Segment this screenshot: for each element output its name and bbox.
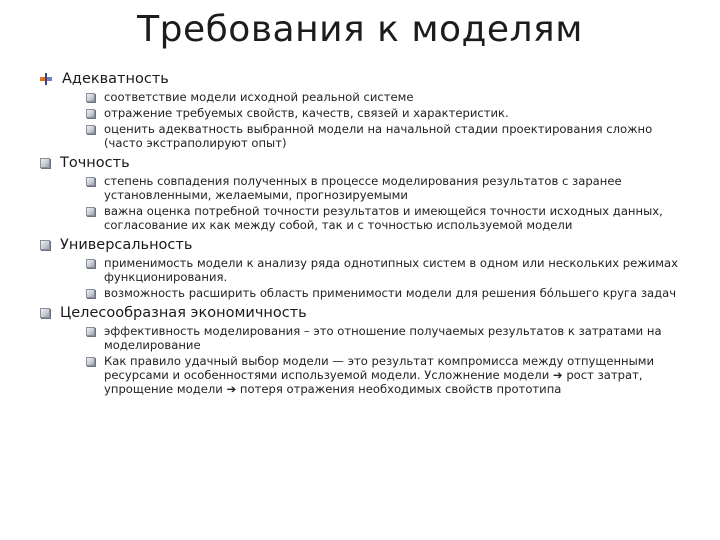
list-item-text: степень совпадения полученных в процессе моделирования результатов с заранее установленными, желаемыми, прогнозируемыми (104, 174, 622, 202)
square-bullet-icon (86, 177, 95, 186)
list-item (86, 90, 690, 104)
list-item (86, 122, 690, 150)
flag-bullet-icon (40, 73, 52, 85)
section-heading (40, 154, 690, 172)
section-heading (40, 70, 690, 88)
list-item (86, 354, 690, 396)
square-bullet-icon (86, 259, 95, 268)
list-item (86, 204, 690, 232)
square-bullet-icon (86, 327, 95, 336)
section-accuracy (40, 154, 690, 232)
section-heading-text: Адекватность (62, 71, 169, 87)
section-heading (40, 236, 690, 254)
list-item (86, 324, 690, 352)
section-heading-text: Точность (60, 155, 130, 171)
square-bullet-icon (40, 158, 50, 168)
list-item (86, 174, 690, 202)
section-heading (40, 304, 690, 322)
section-economy (40, 304, 690, 396)
square-bullet-icon (86, 357, 95, 366)
list-item (86, 106, 690, 120)
section-heading-text: Целесообразная экономичность (60, 305, 307, 321)
list-item-text: соответствие модели исходной реальной системе (104, 90, 414, 104)
section-universality (40, 236, 690, 300)
square-bullet-icon (86, 93, 95, 102)
list-item (86, 286, 690, 300)
square-bullet-icon (86, 109, 95, 118)
list-item-text: эффективность моделирования – это отношение получаемых результатов к затратами на моделирование (104, 324, 662, 352)
list-item-text: Как правило удачный выбор модели — это результат компромисса между отпущенными ресурсами и особенностями используемой модели. Усложнение модели ➔ рост затрат, упрощение модели ➔ потеря отражения необходимых свойств прототипа (104, 354, 655, 396)
square-bullet-icon (40, 240, 50, 250)
square-bullet-icon (86, 289, 95, 298)
list-item-text: возможность расширить область применимости модели для решения бо́льшего круга задач (104, 286, 677, 300)
square-bullet-icon (86, 207, 95, 216)
slide-title: Требования к моделям (137, 9, 583, 50)
square-bullet-icon (40, 308, 50, 318)
square-bullet-icon (86, 125, 95, 134)
list-item-text: отражение требуемых свойств, качеств, связей и характеристик. (104, 106, 509, 120)
list-item-text: оценить адекватность выбранной модели на начальной стадии проектирования сложно (часто экстраполируют опыт) (104, 122, 653, 150)
slide-content (40, 66, 690, 400)
list-item-text: важна оценка потребной точности результатов и имеющейся точности исходных данных, согласование их как между собой, так и с точностью используемой модели (104, 204, 663, 232)
section-adequacy (40, 70, 690, 150)
section-heading-text: Универсальность (60, 237, 193, 253)
list-item-text: применимость модели к анализу ряда однотипных систем в одном или нескольких режимах функционирования. (104, 256, 678, 284)
list-item (86, 256, 690, 284)
